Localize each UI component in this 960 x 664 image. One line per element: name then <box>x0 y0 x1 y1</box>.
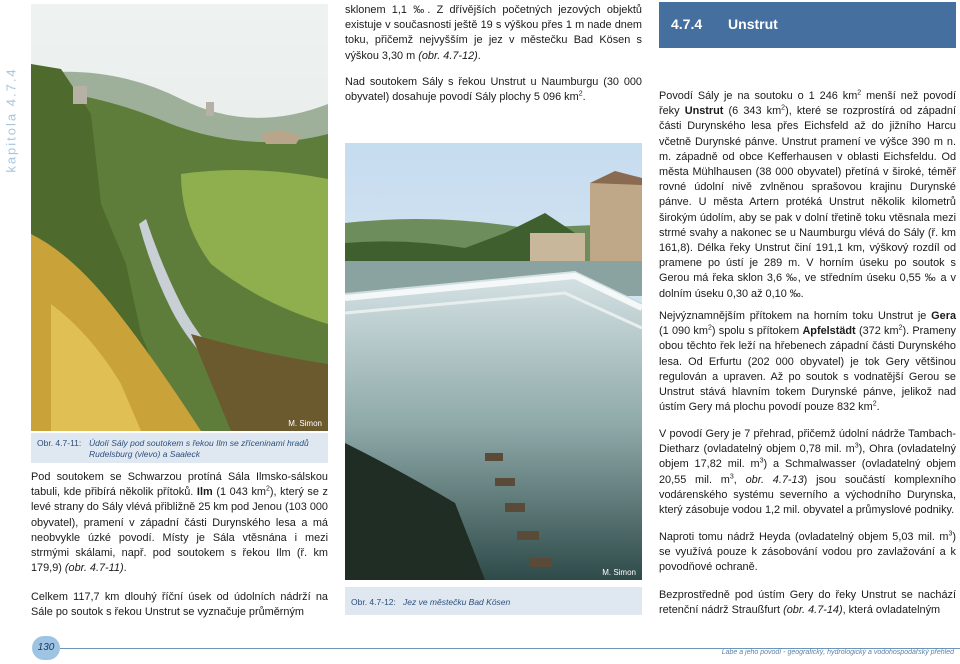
caption-figure-12 <box>345 587 642 615</box>
caption2-text: Jez ve městečku Bad Kösen <box>403 597 511 607</box>
footer-title: Labe a jeho povodí - geografický, hydrologický a vodohospodářský přehled <box>721 649 954 656</box>
landscape-photo-icon <box>31 4 328 431</box>
section-number: 4.7.4 <box>671 16 703 32</box>
caption1-text: Údolí Sály pod soutokem s řekou Ilm se zříceninami hradů Rudelsburg (vlevo) a Saaleck <box>89 438 309 459</box>
section-title: Unstrut <box>728 16 778 32</box>
col3-paragraph-1: Povodí Sály je na soutoku o 1 246 $km^2$ menší než povodí řeky Unstrut (6 343 $km^2$), které se rozprostírá od západní části Durynského lesa přes Eichsfeld až do jižního Harcu včetně Durynské pánve. Unstrut pramení ve výšce 390 m n. m. západně od obce Kefferhausen v oblasti Eichsfeldu. Od města Mühlhausen (38 000 obyvatel) přetíná v široké, téměř rovné údolní nivě zvlněnou sprašovou krajinu Durynské pánve. U města Artern protéká Unstrut několik kilometrů širokým údolím, aby se pak v dolní třetině toku vtěsnala mezi strmé svahy a nakonec se u Naumburgu vlévá do Sály (ř. km 161,8). Délka řeky Unstrut činí 191,1 km, výškový rozdíl od pramene po ústí je 289 m. V horním úseku po soutok s Gerou má řeka sklon 3,6 ‰, ve středním úseku 0,55 ‰ a v dolním úseku 0,30 až 0,10 ‰. <box>659 89 956 300</box>
chapter-side-label-text: kapitola 4.7.4 <box>3 67 19 173</box>
photo2-credit: M. Simon <box>602 568 636 577</box>
caption-figure-11 <box>31 433 328 463</box>
col1-paragraph-2: Celkem 117,7 km dlouhý říční úsek od údolních nádrží na Sále po soutok s řekou Unstrut se vyznačuje průměrným <box>31 591 328 619</box>
chapter-side-label <box>0 60 22 180</box>
col1-paragraph-1: Pod soutokem se Schwarzou protíná Sála Ilmsko-sálskou tabuli, kde přibírá několik přítoků. Ilm (1 043 $km^2$), který se z levé strany do Sály vlévá přibližně 25 km pod Jenou (103 000 obyvatel), pramení v západní části Durynského lesa a má neobvykle úzké povodí. Místy je Sála vtěsnána i mezi strmými skálami, např. pod soutokem s řekou Ilm (ř. km 179,9) (obr. 4.7-11). <box>31 471 328 575</box>
caption1-number: Obr. 4.7-11: <box>37 438 82 448</box>
col3-paragraph-4: Naproti tomu nádrž Heyda (ovladatelný objem 5,03 mil. $m^3$) se využívá pouze k zásobování vodou pro zavlažování a k povodňové ochraně. <box>659 530 956 574</box>
caption2-number: Obr. 4.7-12: <box>351 597 396 607</box>
photo-bad-kosen-weir <box>345 143 642 580</box>
col2-paragraph-1: sklonem 1,1 ‰. Z dřívějších početných jezových objektů existuje v současnosti ještě 19 s výškou přes 1 m nade dnem toku, přičemž nejvyšším je jez v městečku Bad Kösen s výškou 3,30 m (obr. 4.7-12). <box>345 4 642 62</box>
section-heading <box>659 2 956 48</box>
col3-paragraph-3: V povodí Gery je 7 přehrad, přičemž údolní nádrže Tambach-Dietharz (ovladatelný objem 0,78 mil. $m^3$), Ohra (ovladatelný objem 17,82 mil. $m^3$) a Schmalwasser (ovladatelný objem 20,55 mil. $m^3$, obr. 4.7-13) jsou součástí komplexního vodárenského systému severního a východního Durynska, který zásobuje vodou 1,2 mil. obyvatel a průmyslové podniky. <box>659 428 956 517</box>
photo-saale-valley <box>31 4 328 431</box>
weir-photo-icon <box>345 143 642 580</box>
col2-paragraph-2: Nad soutokem Sály s řekou Unstrut u Naumburgu (30 000 obyvatel) dosahuje povodí Sály plochy 5 096 $km^2$. <box>345 76 642 104</box>
col3-paragraph-5: Bezprostředně pod ústím Gery do řeky Unstrut se nachází retenční nádrž Straußfurt (obr. 4.7-14), která ovladatelným <box>659 589 956 617</box>
photo1-credit: M. Simon <box>288 419 322 428</box>
page-number: 130 <box>32 636 60 660</box>
col3-paragraph-2: Nejvýznamnějším přítokem na horním toku Unstrut je Gera (1 090 $km^2$) spolu s přítokem Apfelstädt (372 $km^2$). Prameny obou těchto řek leží na hřebenech západní části Durynského lesa. Od Erfurtu (202 000 obyvatel) je tok Gery většinou regulován a upraven. Až po soutok s vodnatější Gerou se Unstrut stává hlavním tokem Durynské pánve, jelikož nad ústím Gery má plochu povodí pouze 832 $km^2$. <box>659 310 956 414</box>
